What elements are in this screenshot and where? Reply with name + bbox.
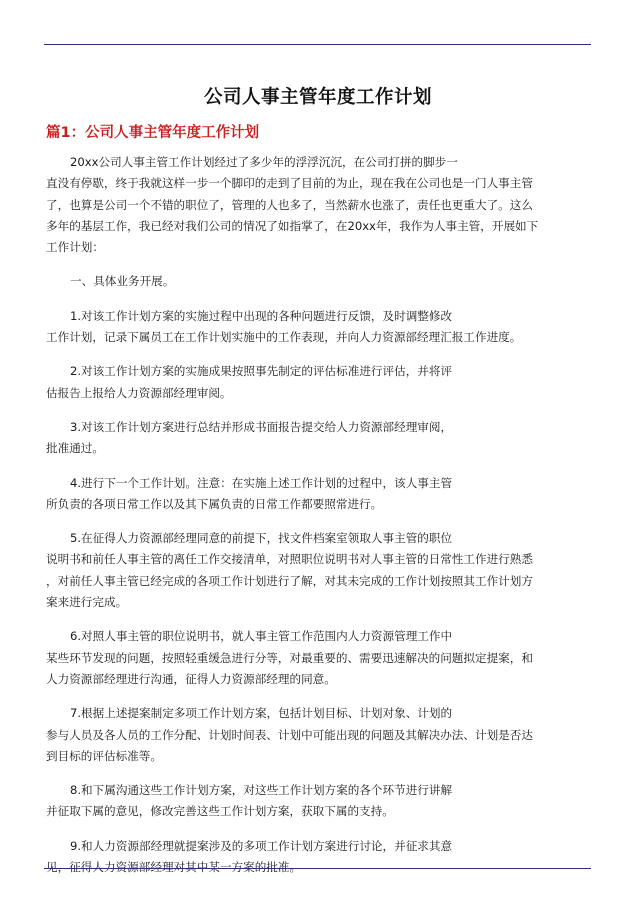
body-paragraph (46, 361, 592, 404)
section-heading: 篇1：公司人事主管年度工作计划 (46, 125, 260, 141)
paragraph-line: 多年的基层工作，我已经对我们公司的情况了如指掌了，在20xx年，我作为人事主管，开展如下 (46, 218, 539, 233)
body-paragraph (46, 626, 592, 690)
paragraph-line: 人力资源部经理进行沟通，征得人力资源部经理的同意。 (46, 671, 336, 686)
paragraph-line: 所负责的各项日常工作以及其下属负责的日常工作都要照常进行。 (46, 496, 383, 511)
paragraph-line: 20xx公司人事主管工作计划经过了多少年的浮浮沉沉，在公司打拼的脚步一 (70, 155, 458, 169)
body-paragraph (46, 528, 592, 613)
bottom-divider (44, 868, 591, 869)
paragraph-line: 8.和下属沟通这些工作计划方案，对这些工作计划方案的各个环节进行讲解 (70, 783, 453, 798)
paragraph-line: 见，征得人力资源部经理对其中某一方案的批准。 (46, 860, 302, 875)
paragraph-line: ，对前任人事主管已经完成的各项工作计划进行了解，对其未完成的工作计划按照其工作计划方 (46, 573, 533, 588)
paragraph-line: 1.对该工作计划方案的实施过程中出现的各种问题进行反馈，及时调整修改 (70, 308, 453, 323)
paragraph-line: 9.和人力资源部经理就提案涉及的多项工作计划方案进行讨论，并征求其意 (70, 838, 453, 853)
body-paragraph (46, 703, 592, 767)
body-paragraph (46, 836, 592, 879)
top-divider (44, 44, 591, 45)
paragraph-line: 6.对照人事主管的职位说明书，就人事主管工作范围内人力资源管理工作中 (70, 629, 453, 644)
body-paragraph (46, 417, 592, 460)
paragraph-line: 3.对该工作计划方案进行总结并形成书面报告提交给人力资源部经理审阅， (70, 419, 453, 434)
paragraph-line: 某些环节发现的问题，按照轻重缓急进行分等，对最重要的、需要迅速解决的问题拟定提案，和 (46, 650, 533, 665)
paragraph-line: 案来进行完成。 (46, 595, 128, 610)
paragraph-line: 估报告上报给人力资源部经理审阅。 (46, 385, 232, 400)
document-title: 公司人事主管年度工作计划 (203, 87, 432, 108)
body-paragraph (46, 780, 592, 823)
document-body (46, 152, 592, 891)
paragraph-line: 工作计划，记录下属员工在工作计划实施中的工作表现，并向人力资源部经理汇报工作进度。 (46, 330, 522, 345)
paragraph-line: 参与人员及各人员的工作分配、计划时间表、计划中可能出现的问题及其解决办法、计划是否达 (46, 727, 533, 742)
body-paragraph (46, 152, 592, 258)
body-paragraph (46, 473, 592, 516)
body-paragraph (46, 306, 592, 349)
paragraph-line: 了，也算是公司一个不错的职位了，管理的人也多了，当然薪水也涨了，责任也更重大了。这么 (46, 197, 533, 212)
paragraph-line: 直没有停歇，终于我就这样一步一个脚印的走到了目前的为止，现在我在公司也是一门人事主管 (46, 176, 533, 191)
paragraph-line: 5.在征得人力资源部经理同意的前提下，找文件档案室领取人事主管的职位 (70, 531, 453, 546)
paragraph-line: 7.根据上述提案制定多项工作计划方案，包括计划目标、计划对象、计划的 (70, 706, 453, 721)
paragraph-line: 一、具体业务开展。 (70, 274, 175, 289)
paragraph-line: 2.对该工作计划方案的实施成果按照事先制定的评估标准进行评估，并将评 (70, 364, 453, 379)
section-subheading (46, 271, 592, 292)
paragraph-line: 到目标的评估标准等。 (46, 748, 162, 763)
paragraph-line: 工作计划： (46, 240, 104, 255)
paragraph-line: 说明书和前任人事主管的离任工作交接清单，对照职位说明书对人事主管的日常性工作进行熟悉 (46, 552, 533, 567)
paragraph-line: 4.进行下一个工作计划。注意：在实施上述工作计划的过程中，该人事主管 (70, 475, 453, 490)
paragraph-line: 批准通过。 (46, 441, 104, 456)
paragraph-line: 并征取下属的意见，修改完善这些工作计划方案，获取下属的支持。 (46, 804, 394, 819)
